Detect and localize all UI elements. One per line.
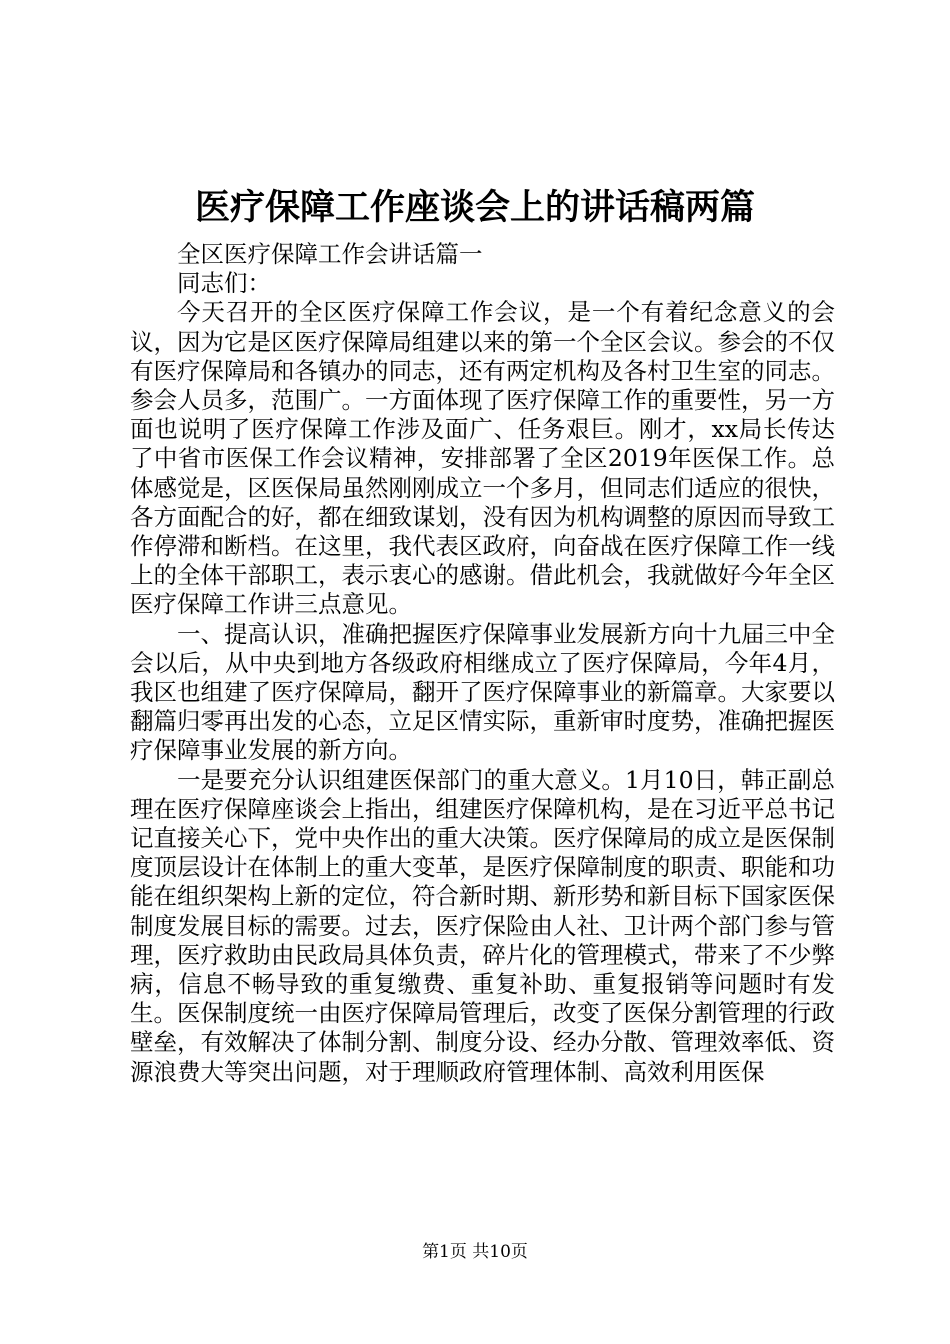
body-paragraph: 一、提高认识，准确把握医疗保障事业发展新方向十九届三中全会以后，从中央到地方各级政府相继成立了医疗保障局，今年4月，我区也组建了医疗保障局，翻开了医疗保障事业的新篇章。大家要以翻篇归零再出发的心态，立足区情实际，重新审时度势，准确把握医疗保障事业发展的新方向。 <box>130 619 835 765</box>
document-title: 医疗保障工作座谈会上的讲话稿两篇 <box>194 187 755 228</box>
body-paragraph: 一是要充分认识组建医保部门的重大意义。1月10日，韩正副总理在医疗保障座谈会上指出，组建医疗保障机构，是在习近平总书记记直接关心下，党中央作出的重大决策。医疗保障局的成立是医保制度顶层设计在体制上的重大变革，是医疗保障制度的职责、职能和功能在组织架构上新的定位，符合新时期、新形势和新目标下国家医保制度发展目标的需要。过去，医疗保险由人社、卫计两个部门参与管理，医疗救助由民政局具体负责，碎片化的管理模式，带来了不少弊病，信息不畅导致的重复缴费、重复补助、重复报销等问题时有发生。医保制度统一由医疗保障局管理后，改变了医保分割管理的行政壁垒，有效解决了体制分割、制度分设、经办分散、管理效率低、资源浪费大等突出问题，对于理顺政府管理体制、高效利用医保 <box>130 765 835 1086</box>
section-heading: 全区医疗保障工作会讲话篇一 <box>177 240 483 268</box>
body-paragraph: 今天召开的全区医疗保障工作会议，是一个有着纪念意义的会议，因为它是区医疗保障局组建以来的第一个全区会议。参会的不仅有医疗保障局和各镇办的同志，还有两定机构及各村卫生室的同志。参会人员多，范围广。一方面体现了医疗保障工作的重要性，另一方面也说明了医疗保障工作涉及面广、任务艰巨。刚才，xx局长传达了中省市医保工作会议精神，安排部署了全区2019年医保工作。总体感觉是，区医保局虽然刚刚成立一个多月，但同志们适应的很快，各方面配合的好，都在细致谋划，没有因为机构调整的原因而导致工作停滞和断档。在这里，我代表区政府，向奋战在医疗保障工作一线上的全体干部职工，表示衷心的感谢。借此机会，我就做好今年全区医疗保障工作讲三点意见。 <box>130 298 835 619</box>
page-number-footer: 第1页 共10页 <box>422 1242 528 1262</box>
document-body <box>130 240 835 1087</box>
salutation: 同志们： <box>177 269 271 298</box>
